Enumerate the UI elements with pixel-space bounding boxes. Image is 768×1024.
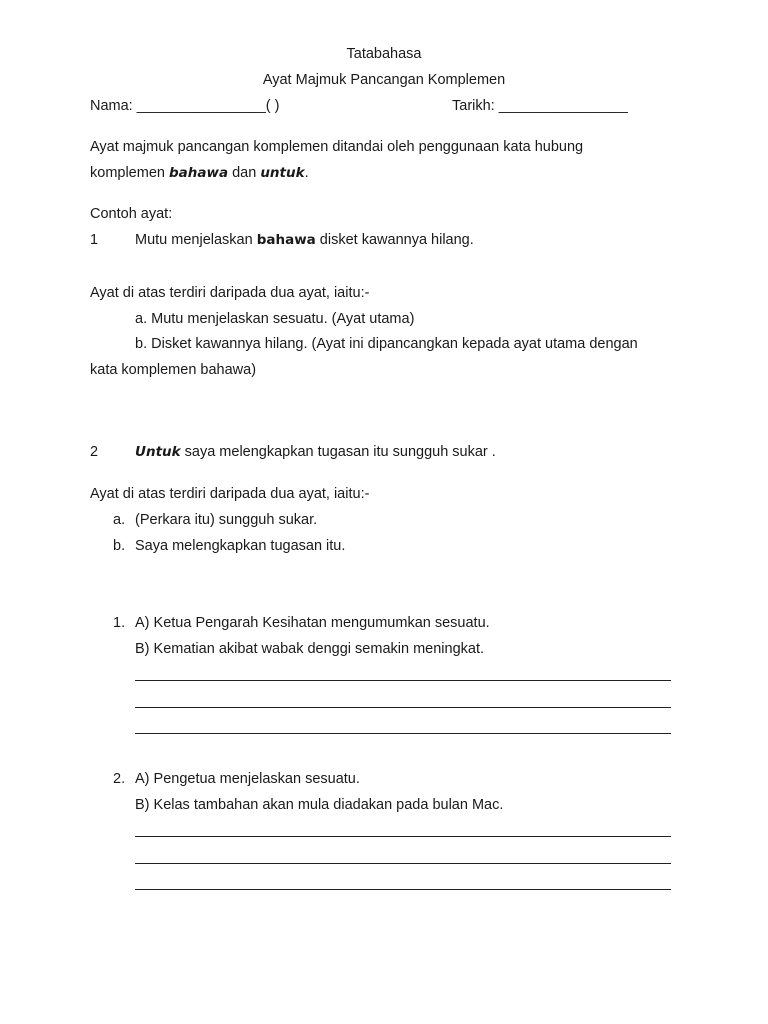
example-2-item-b: Saya melengkapkan tugasan itu.: [135, 538, 346, 554]
example-1-item-a: a. Mutu menjelaskan sesuatu. (Ayat utama): [135, 311, 415, 327]
page-title: Tatabahasa: [346, 46, 422, 62]
example-1-sentence: [135, 230, 474, 250]
exercise-1-answer-line[interactable]: [135, 733, 671, 734]
exercise-1-answer-line[interactable]: [135, 680, 671, 681]
keyword-bahawa: bahawa: [256, 232, 316, 248]
sentence-text: disket kawannya hilang.: [315, 232, 474, 248]
exercise-2-number: 2.: [113, 771, 126, 787]
example-1-item-b: b. Disket kawannya hilang. (Ayat ini dipancangkan kepada ayat utama dengan: [135, 336, 638, 352]
intro-text: komplemen: [90, 165, 169, 181]
example-1-breakdown-intro: Ayat di atas terdiri daripada dua ayat, iaitu:-: [90, 285, 370, 301]
keyword-untuk: Untuk: [135, 444, 181, 460]
exercise-1-sentence-a: A) Ketua Pengarah Kesihatan mengumumkan sesuatu.: [135, 615, 490, 631]
keyword-untuk: untuk: [260, 165, 305, 181]
example-2-sentence: [135, 442, 496, 462]
exercise-1-sentence-b: B) Kematian akibat wabak denggi semakin meningkat.: [135, 641, 484, 657]
exercise-2-answer-line[interactable]: [135, 863, 671, 864]
example-2-number: 2: [90, 444, 99, 460]
example-2-item-a-marker: a.: [113, 512, 126, 528]
page-subtitle: Ayat Majmuk Pancangan Komplemen: [262, 72, 506, 88]
exercise-1-answer-line[interactable]: [135, 707, 671, 708]
exercise-2-answer-line[interactable]: [135, 889, 671, 890]
example-2-item-a: (Perkara itu) sungguh sukar.: [135, 512, 318, 528]
example-1-item-b-continued: kata komplemen bahawa): [90, 362, 257, 378]
example-2-item-b-marker: b.: [113, 538, 126, 554]
example-heading: Contoh ayat:: [90, 206, 173, 222]
keyword-bahawa: bahawa: [168, 165, 229, 181]
intro-line-2: [90, 163, 309, 183]
exercise-2-sentence-a: A) Pengetua menjelaskan sesuatu.: [135, 771, 360, 787]
exercise-2-answer-line[interactable]: [135, 836, 671, 837]
name-field: Nama: ________________( ): [90, 98, 280, 114]
exercise-2-sentence-b: B) Kelas tambahan akan mula diadakan pada bulan Mac.: [135, 797, 504, 813]
example-1-number: 1: [90, 232, 99, 248]
exercise-1-number: 1.: [113, 615, 126, 631]
date-field: Tarikh: ________________: [452, 98, 628, 114]
intro-line-1: Ayat majmuk pancangan komplemen ditandai oleh penggunaan kata hubung: [90, 139, 584, 155]
intro-text: dan: [228, 165, 261, 181]
sentence-text: Mutu menjelaskan: [135, 232, 257, 248]
intro-text: .: [304, 165, 309, 181]
example-2-breakdown-intro: Ayat di atas terdiri daripada dua ayat, iaitu:-: [90, 486, 370, 502]
sentence-text: saya melengkapkan tugasan itu sungguh sukar .: [180, 444, 496, 460]
